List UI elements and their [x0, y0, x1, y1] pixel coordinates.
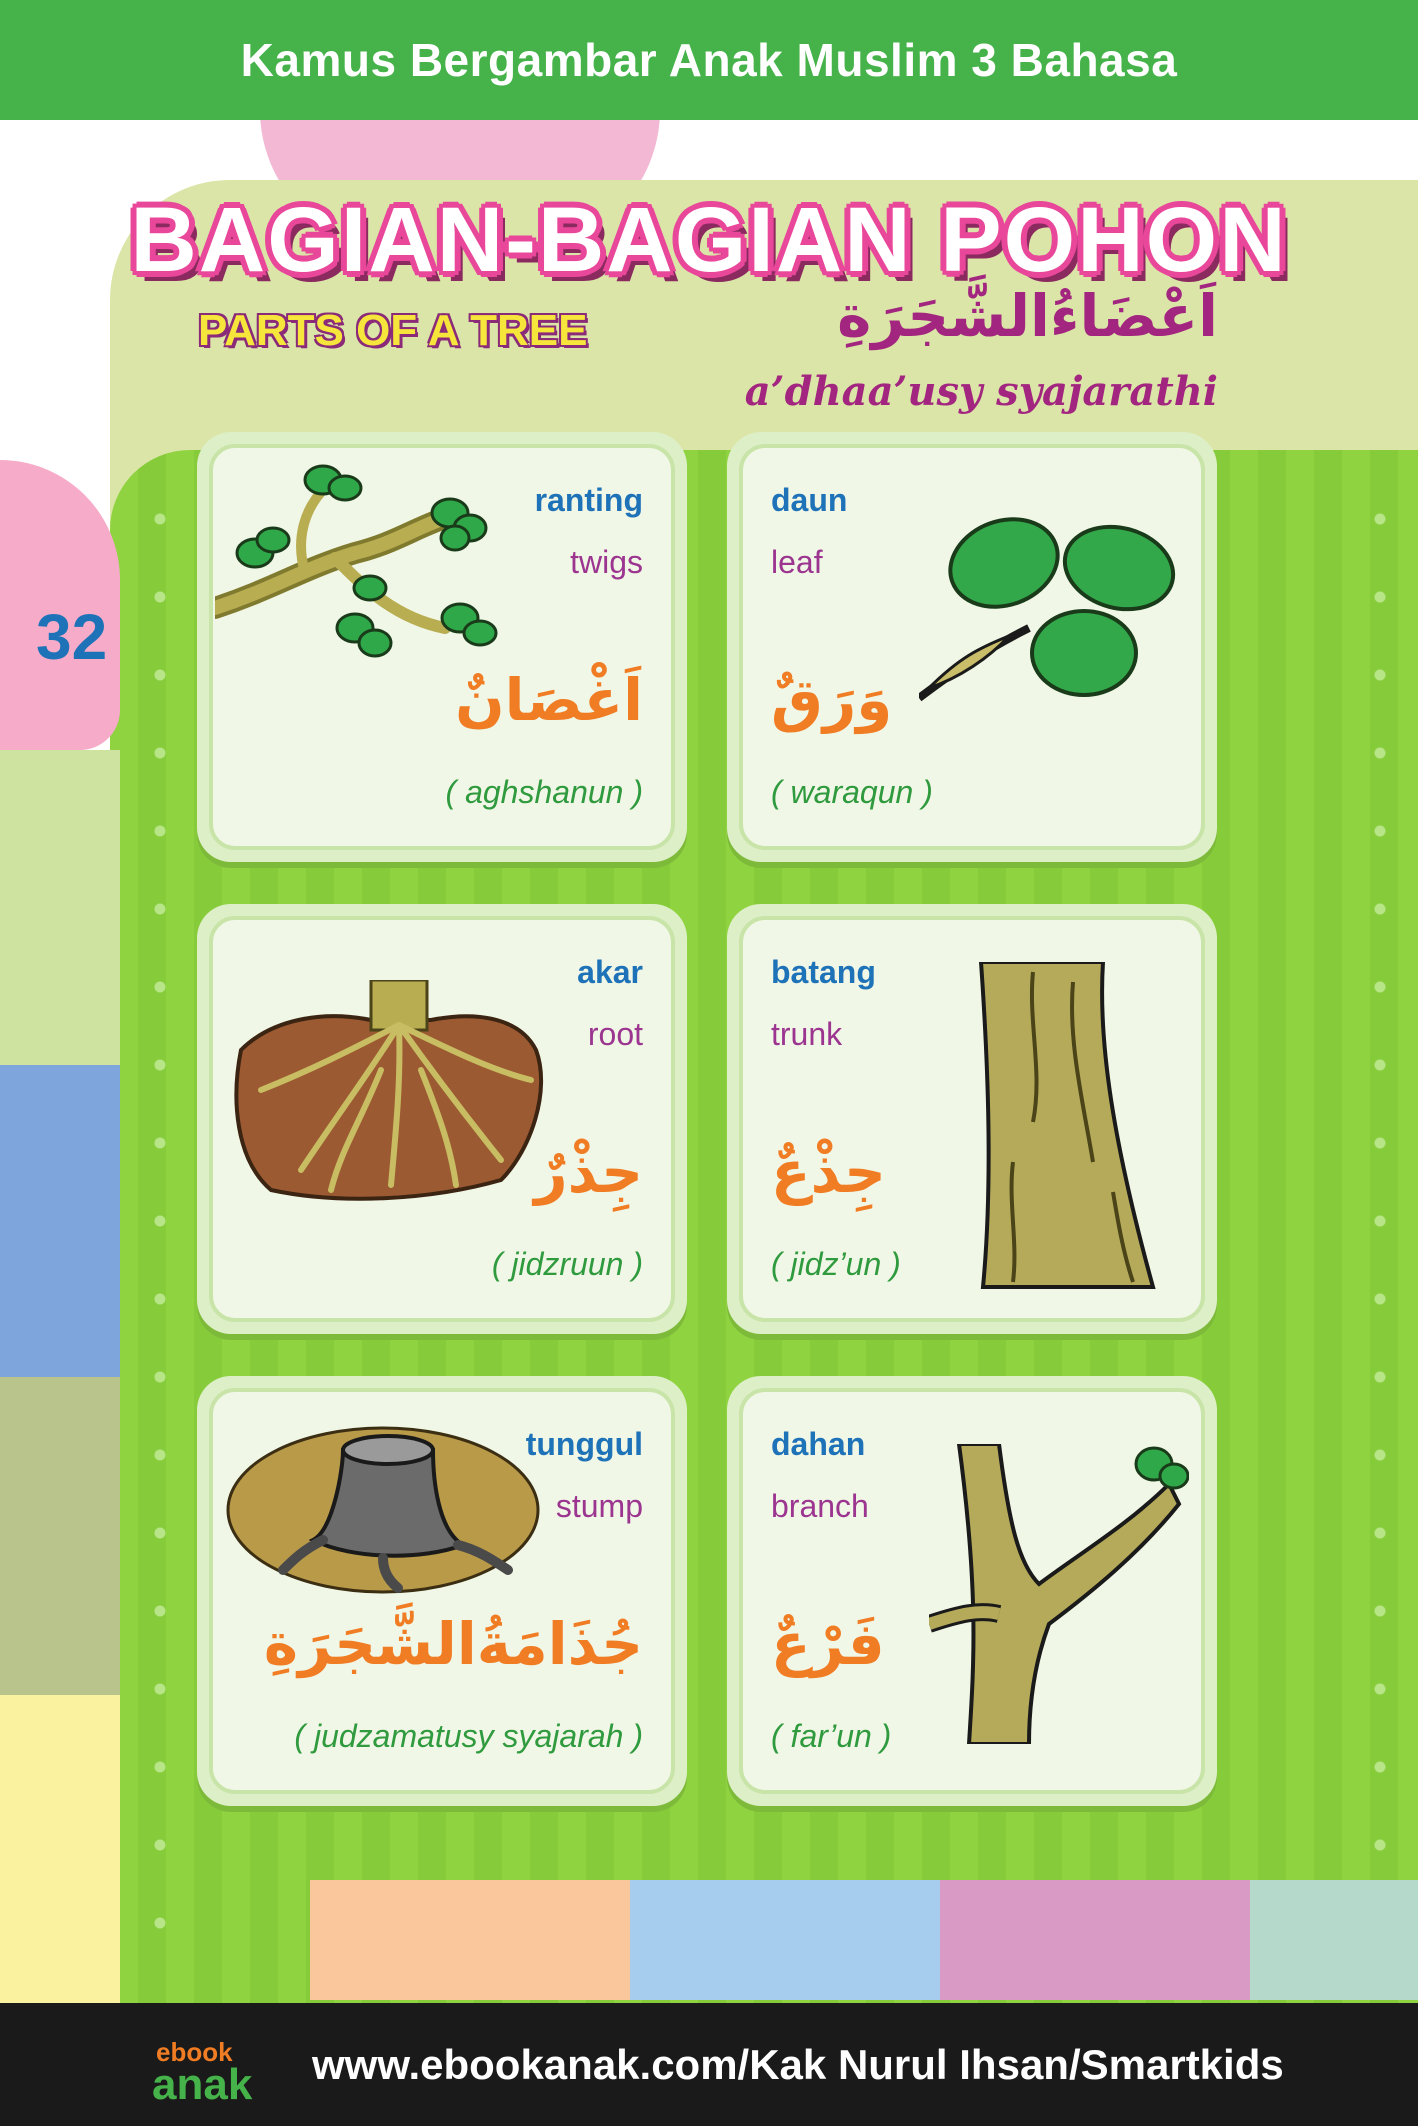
word-transliteration: ( jidzruun ) — [491, 1246, 643, 1282]
word-transliteration: ( waraqun ) — [771, 774, 933, 810]
word-english: twigs — [570, 544, 643, 580]
footer-bar — [0, 2003, 1418, 2126]
twigs-illustration — [215, 458, 515, 698]
word-english: root — [587, 1016, 643, 1052]
left-strip-lightgreen — [0, 750, 120, 1065]
bottom-strip-teal — [1250, 1880, 1418, 2000]
word-english: leaf — [771, 544, 823, 580]
svg-text:anak: anak — [152, 2060, 253, 2105]
card-dahan — [727, 1376, 1217, 1806]
left-strip-olive — [0, 1377, 120, 1695]
word-english: branch — [771, 1488, 869, 1524]
ebookanak-logo[interactable] — [152, 2025, 282, 2105]
word-transliteration: ( far’un ) — [771, 1718, 892, 1754]
dot-column — [150, 480, 170, 1930]
header-bar — [0, 0, 1418, 120]
stump-illustration — [223, 1410, 543, 1600]
word-arabic: وَرَقٌ — [771, 666, 893, 734]
bottom-strip-blue — [630, 1880, 940, 2000]
word-english: stump — [555, 1488, 643, 1524]
word-transliteration: ( aghshanun ) — [445, 774, 643, 810]
card-ranting — [197, 432, 687, 862]
word-arabic: جُذَامَةُالشَّجَرَةِ — [263, 1610, 643, 1678]
footer-url[interactable]: www.ebookanak.com/Kak Nurul Ihsan/Smartkids — [312, 2041, 1284, 2088]
page-number: 32 — [36, 601, 108, 673]
trunk-illustration — [973, 962, 1163, 1292]
page-title: BAGIAN-BAGIAN POHON — [130, 189, 1288, 291]
word-transliteration: ( judzamatusy syajarah ) — [294, 1718, 643, 1754]
book-title: Kamus Bergambar Anak Muslim 3 Bahasa — [240, 34, 1178, 86]
word-indonesian: dahan — [771, 1426, 866, 1462]
card-daun — [727, 432, 1217, 862]
card-batang — [727, 904, 1217, 1334]
subtitle-english: PARTS OF A TREE — [198, 306, 588, 355]
word-english: trunk — [771, 1016, 843, 1052]
word-arabic: اَغْصَانٌ — [455, 666, 643, 734]
dot-column — [1370, 480, 1390, 1930]
word-arabic: فَرْعٌ — [771, 1610, 885, 1678]
word-transliteration: ( jidz’un ) — [771, 1246, 901, 1282]
card-akar — [197, 904, 687, 1334]
bottom-strip-orange — [310, 1880, 630, 2000]
word-indonesian: akar — [577, 954, 643, 990]
word-indonesian: batang — [771, 954, 876, 990]
subtitle-transliteration: a’dhaa’usy syajarathi — [744, 368, 1218, 415]
left-strip-yellow — [0, 1695, 120, 2005]
card-tunggul — [197, 1376, 687, 1806]
svg-text:ebook: ebook — [156, 2037, 233, 2067]
leaf-illustration — [919, 508, 1189, 718]
root-illustration — [231, 980, 551, 1210]
bottom-strip-purple — [940, 1880, 1250, 2000]
subtitle-arabic: اَعْضَاءُالشَّجَرَةِ — [837, 282, 1218, 350]
left-strip-blue — [0, 1065, 120, 1377]
word-indonesian: daun — [771, 482, 848, 518]
branch-illustration — [929, 1444, 1189, 1744]
word-indonesian: tunggul — [525, 1426, 643, 1462]
word-arabic: جِذْرٌ — [534, 1138, 643, 1206]
word-indonesian: ranting — [534, 482, 643, 518]
word-arabic: جِذْعٌ — [771, 1138, 886, 1206]
